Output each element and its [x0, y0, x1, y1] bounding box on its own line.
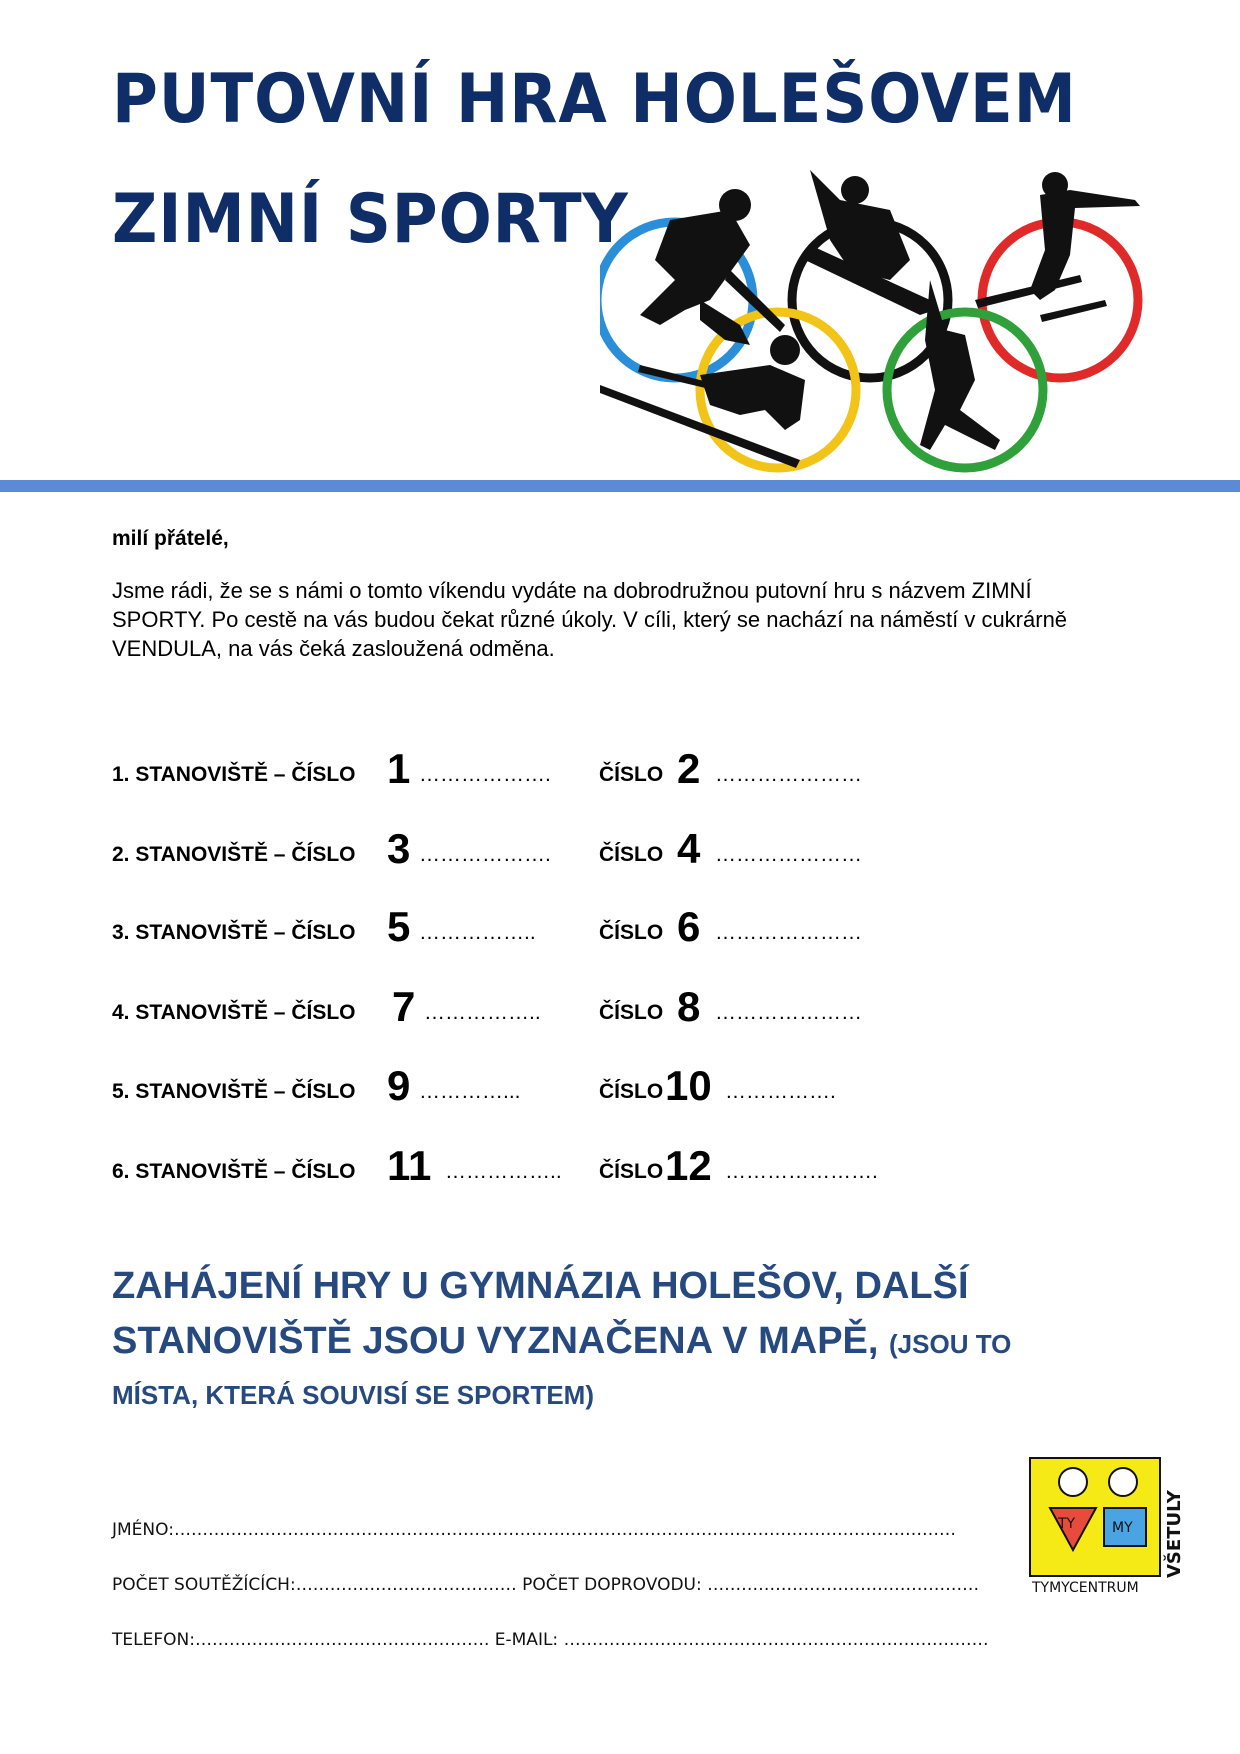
- station-answer-b[interactable]: …………………: [715, 1001, 862, 1024]
- page-title-line1: PUTOVNÍ HRA HOLEŠOVEM: [112, 60, 1077, 139]
- station-label-b: ČÍSLO: [599, 1080, 664, 1103]
- form-name-row: [112, 1520, 956, 1540]
- station-label: 3. STANOVIŠTĚ – ČÍSLO: [112, 921, 356, 944]
- station-number-a: 3: [387, 825, 411, 872]
- header-divider: [0, 480, 1240, 492]
- station-answer-a[interactable]: ……………..: [445, 1160, 562, 1183]
- station-answer-b[interactable]: …………….: [725, 1080, 836, 1103]
- start-info-line2-main: STANOVIŠTĚ JSOU VYZNAČENA V MAPĚ,: [112, 1320, 879, 1362]
- station-label-b: ČÍSLO: [599, 1001, 664, 1024]
- station-label-b: ČÍSLO: [599, 763, 664, 786]
- tymycentrum-logo: [1028, 1450, 1188, 1600]
- snowboarder-silhouette: [805, 170, 935, 315]
- greeting: milí přátelé,: [112, 527, 229, 550]
- station-number-b: 12: [665, 1142, 712, 1189]
- station-number-a: 1: [387, 745, 411, 792]
- station-label-b: ČÍSLO: [599, 921, 664, 944]
- station-answer-a[interactable]: …………...: [419, 1080, 521, 1103]
- station-answer-a[interactable]: ……………….: [419, 843, 551, 866]
- station-number-b: 10: [665, 1062, 712, 1109]
- station-answer-b[interactable]: ………………….: [725, 1160, 878, 1183]
- escort-label: POČET DOPROVODU:: [522, 1575, 702, 1595]
- logo-my-text: MY: [1112, 1520, 1133, 1536]
- station-label-b: ČÍSLO: [599, 843, 664, 866]
- station-label-b: ČÍSLO: [599, 1160, 664, 1183]
- station-label: 6. STANOVIŠTĚ – ČÍSLO: [112, 1160, 356, 1183]
- start-info-line2-small: (JSOU TO: [889, 1329, 1012, 1359]
- station-number-a: 5: [387, 903, 411, 950]
- station-answer-a[interactable]: ……………….: [419, 763, 551, 786]
- olympic-rings-winter-sports-icon: [600, 150, 1160, 480]
- competitors-label: POČET SOUTĚŽÍCÍCH:: [112, 1575, 296, 1595]
- station-number-b: 2: [677, 745, 701, 792]
- escort-field[interactable]: …………………………………………: [707, 1575, 980, 1595]
- intro-paragraph: Jsme rádi, že se s námi o tomto víkendu vydáte na dobrodružnou putovní hru s názvem ZIMNÍ SPORTY. Po cestě na vás budou čekat různé úkoly. V cíli, který se nachází na náměstí v cukrárně VENDULA, na vás čeká zasloužená odměna.: [112, 578, 1068, 661]
- page-title-line2: ZIMNÍ SPORTY: [112, 180, 629, 259]
- start-info-line2: [112, 1320, 1011, 1363]
- station-label: 1. STANOVIŠTĚ – ČÍSLO: [112, 763, 356, 786]
- form-count-row: [112, 1575, 979, 1595]
- station-number-a: 9: [387, 1062, 411, 1109]
- start-info-line1: ZAHÁJENÍ HRY U GYMNÁZIA HOLEŠOV, DALŠÍ: [112, 1265, 969, 1307]
- logo-side-text: VŠETULY: [1164, 1490, 1185, 1578]
- station-number-b: 6: [677, 903, 701, 950]
- hockey-player-silhouette: [640, 189, 785, 345]
- phone-label: TELEFON:: [112, 1630, 195, 1650]
- form-contact-row: [112, 1630, 989, 1650]
- name-label: JMÉNO:: [112, 1520, 174, 1540]
- station-number-b: 4: [677, 825, 701, 872]
- station-number-a: 11: [387, 1142, 432, 1189]
- station-answer-a[interactable]: ……………..: [424, 1001, 541, 1024]
- station-label: 5. STANOVIŠTĚ – ČÍSLO: [112, 1080, 356, 1103]
- logo-ty-text: TY: [1058, 1516, 1076, 1532]
- station-answer-a[interactable]: ……………..: [419, 921, 536, 944]
- phone-field[interactable]: …………………………………………….: [194, 1630, 490, 1650]
- station-label: 2. STANOVIŠTĚ – ČÍSLO: [112, 843, 356, 866]
- station-label: 4. STANOVIŠTĚ – ČÍSLO: [112, 1001, 356, 1024]
- start-info-line3: MÍSTA, KTERÁ SOUVISÍ SE SPORTEM): [112, 1380, 595, 1410]
- email-field[interactable]: …………………………………………………………………: [563, 1630, 989, 1650]
- name-field[interactable]: …………………………………………………………………………………………………………………………: [173, 1520, 956, 1540]
- station-number-b: 8: [677, 983, 701, 1030]
- station-answer-b[interactable]: …………………: [715, 921, 862, 944]
- email-label: E-MAIL:: [494, 1630, 559, 1650]
- competitors-field[interactable]: …………………………………: [295, 1575, 517, 1595]
- station-answer-b[interactable]: …………………: [715, 843, 862, 866]
- station-number-a: 7: [392, 983, 416, 1030]
- logo-bottom-text: TYMYCENTRUM: [1032, 1580, 1139, 1596]
- station-answer-b[interactable]: …………………: [715, 763, 862, 786]
